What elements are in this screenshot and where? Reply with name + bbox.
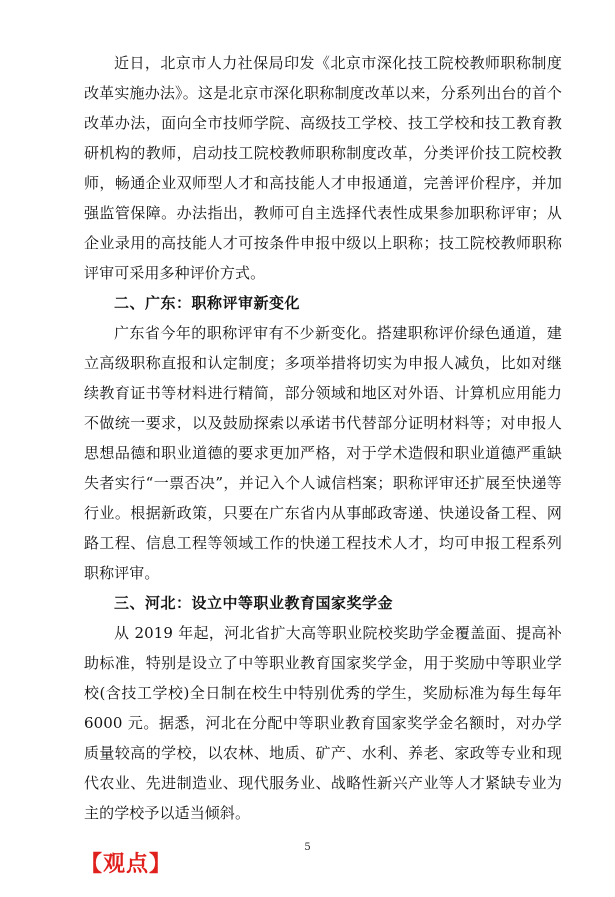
section-heading-guangdong: 二、广东：职称评审新变化: [114, 294, 301, 312]
intro-paragraph: 近日，北京市人力社保局印发《北京市深化技工院校教师职称制度改革实施办法》。这是北京市深化职称制度改革以来，分系列出台的首个改革办法，面向全市技师学院、高级技工学校、技工学校和技工教育教研机构的教师，启动技工院校教师职称制度改革，分类评价技工院校教师，畅通企业双师型人才和高技能人才申报通道，完善评价程序，并加强监管保障。办法指出，教师可自主选择代表性成果参加职称评审；从企业录用的高技能人才可按条件申报中级以上职称；技工院校教师职称评审可采用多种评价方式。: [84, 54, 562, 282]
document-body: [80, 48, 562, 880]
section-body-guangdong: 广东省今年的职称评审有不少新变化。搭建职称评价绿色通道，建立高级职称直报和认定制度；多项举措将切实为申报人减负，比如对继续教育证书等材料进行精简，部分领域和地区对外语、计算机应用能力不做统一要求，以及鼓励探索以承诺书代替部分证明材料等；对申报人思想品德和职业道德的要求更加严格，对于学术造假和职业道德严重缺失者实行“一票否决”，并记入个人诚信档案；职称评审还扩展至快递等行业。根据新政策，只要在广东省内从事邮政寄递、快递设备工程、网路工程、信息工程等领域工作的快递工程技术人才，均可申报工程系列职称评审。: [84, 324, 562, 582]
section-body-hebei: 从 2019 年起，河北省扩大高等职业院校奖助学金覆盖面、提高补助标准，特别是设立了中等职业教育国家奖学金，用于奖励中等职业学校(含技工学校)全日制在校生中特别优秀的学生，奖励标准为每生每年 6000 元。据悉，河北在分配中等职业教育国家奖学金名额时，对办学质量较高的学校，以农林、地质、矿产、水利、养老、家政等专业和现代农业、先进制造业、现代服务业、战略性新兴产业等人才紧缺专业为主的学校予以适当倾斜。: [84, 624, 562, 822]
viewpoint-label: 【观点】: [80, 852, 173, 877]
page-number: 5: [304, 842, 311, 853]
section-heading-hebei: 三、河北：设立中等职业教育国家奖学金: [114, 594, 394, 612]
